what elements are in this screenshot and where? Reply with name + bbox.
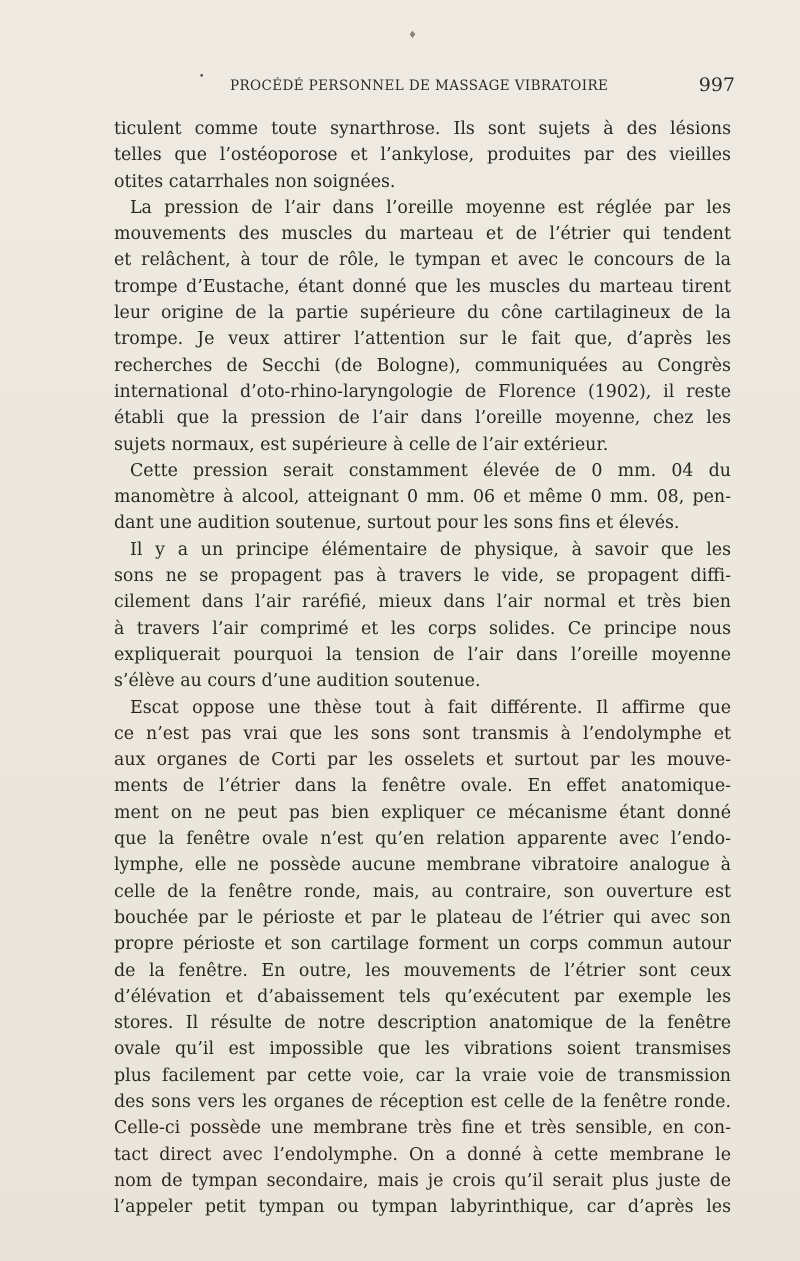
text-line: des sons vers les organes de réception est celle de la fenêtre ronde. [114, 1091, 731, 1112]
text-line: trompe d’Eustache, étant donné que les muscles du marteau tirent [114, 276, 731, 297]
text-line: trompe. Je veux attirer l’attention sur le fait que, d’après les [114, 329, 731, 350]
body-text [114, 116, 731, 1220]
text-line: sons ne se propagent pas à travers le vide, se propagent diffi- [114, 566, 731, 587]
text-line: recherches de Secchi (de Bologne), communiquées au Congrès [114, 355, 731, 376]
paragraph-start-line: Il y a un principe élémentaire de physique, à savoir que les [130, 539, 731, 560]
text-line: propre périoste et son cartilage forment un corps commun autour [114, 934, 731, 955]
text-line: ovale qu’il est impossible que les vibrations soient transmises [114, 1039, 731, 1060]
text-line: nom de tympan secondaire, mais je crois qu’il serait plus juste de [114, 1170, 731, 1191]
text-line: et relâchent, à tour de rôle, le tympan et avec le concours de la [114, 250, 731, 271]
text-line: otites catarrhales non soignées. [114, 171, 396, 192]
margin-dot: • [199, 72, 205, 82]
text-line: stores. Il résulte de notre description anatomique de la fenêtre [114, 1013, 731, 1034]
text-line: ments de l’étrier dans la fenêtre ovale. En effet anatomique- [114, 776, 731, 797]
paragraph-start-line: Cette pression serait constamment élevée de 0 mm. 04 du [130, 460, 731, 481]
text-line: ment on ne peut pas bien expliquer ce mécanisme étant donné [114, 802, 731, 823]
paragraph-start-line: Escat oppose une thèse tout à fait différente. Il affirme que [130, 697, 731, 718]
paragraph-start-line: La pression de l’air dans l’oreille moyenne est réglée par les [130, 197, 731, 218]
text-line: aux organes de Corti par les osselets et surtout par les mouve- [114, 750, 731, 771]
page-number: 997 [698, 74, 735, 96]
text-line: de la fenêtre. En outre, les mouvements de l’étrier sont ceux [114, 960, 731, 981]
text-line: mouvements des muscles du marteau et de l’étrier qui tendent [114, 224, 731, 245]
text-line: international d’oto-rhino-laryngologie de Florence (1902), il reste [114, 381, 731, 402]
text-line: ticulent comme toute synarthrose. Ils sont sujets à des lésions [114, 119, 731, 139]
text-line: dant une audition soutenue, surtout pour les sons fins et élevés. [114, 513, 680, 534]
text-line: que la fenêtre ovale n’est qu’en relation apparente avec l’endo- [114, 829, 731, 850]
text-line: celle de la fenêtre ronde, mais, au contraire, son ouverture est [114, 881, 731, 902]
text-line: à travers l’air comprimé et les corps solides. Ce principe nous [114, 618, 731, 639]
running-title: PROCÉDÉ PERSONNEL DE MASSAGE VIBRATOIRE [230, 78, 609, 94]
text-line: établi que la pression de l’air dans l’oreille moyenne, chez les [114, 408, 731, 429]
text-line: plus facilement par cette voie, car la vraie voie de transmission [114, 1065, 731, 1086]
text-line: bouchée par le périoste et par le plateau de l’étrier qui avec son [114, 907, 731, 928]
text-line: s’élève au cours d’une audition soutenue. [114, 671, 481, 692]
text-line: ce n’est pas vrai que les sons sont transmis à l’endolymphe et [114, 723, 731, 744]
text-line: expliquerait pourquoi la tension de l’air dans l’oreille moyenne [114, 644, 731, 665]
text-line: l’appeler petit tympan ou tympan labyrinthique, car d’après les [114, 1197, 731, 1218]
running-header [230, 76, 735, 100]
ornament-mark: ♦ [408, 30, 417, 41]
text-line: lymphe, elle ne possède aucune membrane vibratoire analogue à [114, 855, 731, 876]
text-line: telles que l’ostéoporose et l’ankylose, produites par des vieilles [114, 145, 731, 166]
text-line: d’élévation et d’abaissement tels qu’exécutent par exemple les [114, 986, 731, 1007]
text-line: Celle-ci possède une membrane très fine et très sensible, en con- [114, 1118, 731, 1139]
text-line: manomètre à alcool, atteignant 0 mm. 06 et même 0 mm. 08, pen- [114, 487, 731, 508]
text-line: tact direct avec l’endolymphe. On a donné à cette membrane le [114, 1144, 731, 1165]
text-line: leur origine de la partie supérieure du cône cartilagineux de la [114, 303, 731, 324]
text-line: cilement dans l’air raréfié, mieux dans l’air normal et très bien [114, 592, 731, 613]
text-line: sujets normaux, est supérieure à celle de l’air extérieur. [114, 434, 609, 455]
